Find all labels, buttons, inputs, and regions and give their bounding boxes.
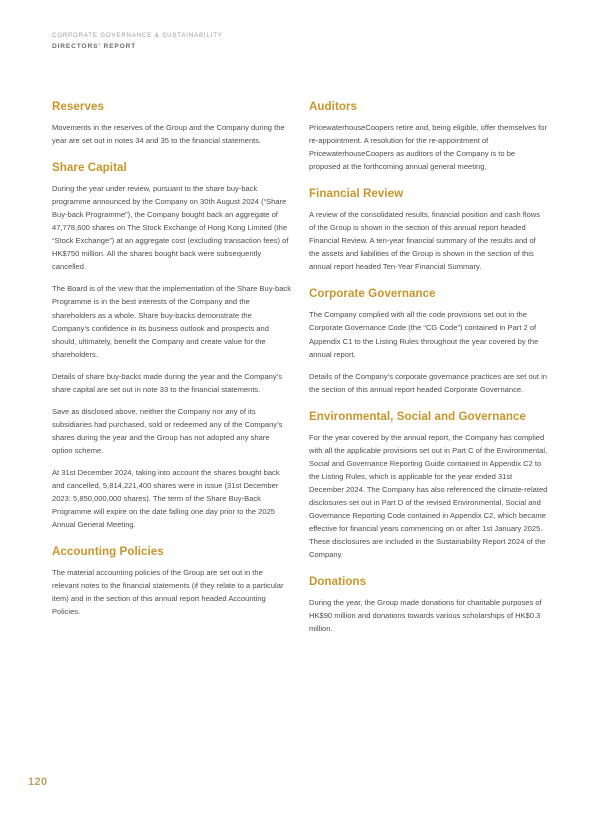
paragraph: During the year, the Group made donations for charitable purposes of HK$90 million and donations towards various scholarships of HK$0.3 million. <box>309 598 542 634</box>
left-column <box>52 100 291 635</box>
section-corporate-governance <box>309 287 548 395</box>
paragraph: For the year covered by the annual report, the Company has complied with all the applicable provisions set out in Part C of the Environmental, Social and Governance Reporting Guide contained in Appendix C2 to the Listing Rules, which is applicable for the year ended 31st December 2024. The Company has also referenced the climate-related disclosures set out in Part D of the revised Environmental, Social and Governance Reporting Code contained in Appendix C2, which became effective for financial years commencing on or after 1st January 2025. These disclosures are included in the Sustainability Report 2024 of the Company. <box>309 432 548 560</box>
paragraph: Movements in the reserves of the Group and the Company during the year are set out in notes 34 and 35 to the financial statements. <box>52 123 285 146</box>
section-financial-review <box>309 187 548 273</box>
section-environmental-social-governance <box>309 410 548 561</box>
running-header-section-title: DIRECTORS' REPORT <box>52 43 137 50</box>
section-share-capital <box>52 161 291 531</box>
paragraph: The Company complied with all the code provisions set out in the Corporate Governance Code (the “CG Code”) contained in Part 2 of Appendix C1 to the Listing Rules throughout the year covered by the annual report. <box>309 310 539 359</box>
right-column <box>309 100 548 635</box>
section-heading: Accounting Policies <box>52 545 164 559</box>
paragraph: During the year under review, pursuant to the share buy-back programme announced by the Company on 30th August 2024 (“Share Buy-back Programme”), the Company bought back an aggregate of 47,778,600 shares on The Stock Exchange of Hong Kong Limited (the “Stock Exchange”) at an aggregate cost (excluding transaction fees) of HK$750 million. All the shares bought back were subsequently cancelled. <box>52 184 289 272</box>
paragraph: A review of the consolidated results, financial position and cash flows of the Group is shown in the section of this annual report headed Financial Review. A ten-year financial summary of the results and of the assets and liabilities of the Group is shown in the section of this annual report headed Ten-Year Financial Summary. <box>309 210 541 272</box>
paragraph: Details of the Company’s corporate governance practices are set out in the section of this annual report headed Corporate Governance. <box>309 371 547 394</box>
section-heading: Donations <box>309 575 367 589</box>
section-reserves <box>52 100 291 147</box>
section-heading: Share Capital <box>52 161 127 175</box>
section-accounting-policies <box>52 545 291 618</box>
paragraph: At 31st December 2024, taking into account the shares bought back and cancelled, 5,814,221,400 shares were in issue (31st December 2023: 5,850,000,000 shares). The term of the Share Buy-Back Programme will expire on the date falling one day prior to the 2025 Annual General Meeting. <box>52 467 280 530</box>
section-heading: Corporate Governance <box>309 287 436 301</box>
page-number: 120 <box>28 776 48 788</box>
paragraph: The material accounting policies of the Group are set out in the relevant notes to the financial statements (if they relate to a particular item) and in the section of this annual report headed Accounting Policies. <box>52 568 284 617</box>
paragraph: Save as disclosed above, neither the Company nor any of its subsidiaries had purchased, sold or redeemed any of the Company’s shares during the year and the Group has not adopted any share option scheme. <box>52 406 283 455</box>
section-heading: Auditors <box>309 100 358 113</box>
section-heading: Financial Review <box>309 187 404 201</box>
section-heading: Reserves <box>52 100 104 113</box>
paragraph: PricewaterhouseCoopers retire and, being eligible, offer themselves for re-appointment. A resolution for the re-appointment of PricewaterhouseCoopers as auditors of the Company is to be proposed at the forthcoming annual general meeting. <box>309 123 548 172</box>
section-auditors <box>309 100 548 173</box>
running-header <box>52 30 452 52</box>
body-columns <box>52 100 548 635</box>
section-donations <box>309 575 548 635</box>
running-header-kicker: CORPORATE GOVERNANCE & SUSTAINABILITY <box>52 32 223 39</box>
section-heading: Environmental, Social and Governance <box>309 409 526 423</box>
paragraph: Details of share buy-backs made during the year and the Company’s share capital are set out in note 33 to the financial statements. <box>52 371 282 394</box>
paragraph: The Board is of the view that the implementation of the Share Buy-back Programme is in the best interests of the Company and the shareholders as a whole. Share buy-backs demonstrate the Company’s confidence in its business outlook and prospects and should, ultimately, benefit the Company and create value for the shareholders. <box>52 284 291 359</box>
